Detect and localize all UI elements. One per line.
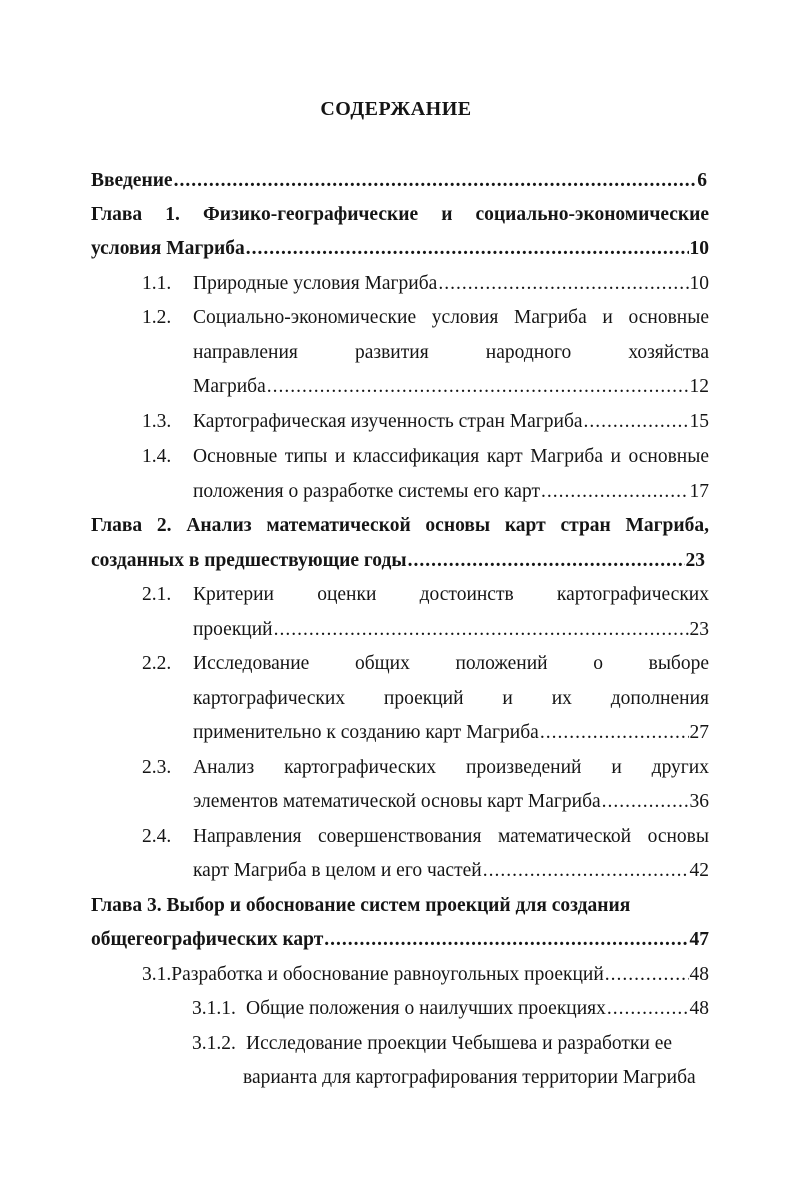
toc-section-3-1-2-line1[interactable]: Исследование проекции Чебышева и разработки ее	[246, 1033, 673, 1054]
toc-chapter-2-line1[interactable]: Глава 2. Анализ математической основы карт стран Магриба,	[91, 515, 709, 536]
toc-entry-text: проекций	[193, 619, 273, 640]
toc-chapter-1-line1[interactable]: Глава 1. Физико-географические и социально-экономические	[91, 204, 709, 225]
leader-dots	[607, 992, 689, 1026]
toc-entry-text: условия Магриба	[91, 238, 245, 259]
leader-dots	[174, 164, 697, 198]
toc-section-number: 2.2.	[142, 653, 172, 674]
toc-section-1-1[interactable]	[193, 267, 709, 301]
toc-section-1-3[interactable]	[193, 405, 709, 439]
toc-section-number: 2.3.	[142, 757, 172, 778]
toc-chapter-2-line2[interactable]	[91, 544, 705, 578]
toc-page-number: 42	[689, 860, 709, 881]
toc-section-2-3-line2[interactable]	[193, 785, 709, 819]
toc-entry-text: Общие положения о наилучших проекциях	[246, 998, 606, 1019]
toc-page-number: 23	[689, 619, 709, 640]
toc-page-number: 6	[697, 170, 707, 191]
page-title: СОДЕРЖАНИЕ	[320, 98, 472, 120]
toc-entry-text: Картографическая изученность стран Магриба	[193, 411, 583, 432]
leader-dots	[408, 544, 685, 578]
toc-section-2-1-line2[interactable]	[193, 613, 709, 647]
toc-entry-text: положения о разработке системы его карт	[193, 481, 540, 502]
toc-page-number: 36	[689, 791, 709, 812]
toc-section-number: 2.1.	[142, 584, 172, 605]
leader-dots	[602, 785, 689, 819]
toc-entry-text: элементов математической основы карт Магриба	[193, 791, 601, 812]
toc-page-number: 47	[689, 929, 709, 950]
toc-section-number: 1.1.	[142, 273, 172, 294]
leader-dots	[246, 232, 689, 266]
toc-section-1-4-line1[interactable]: Основные типы и классификация карт Магриба и основные	[193, 446, 709, 467]
toc-entry-text: 3.1.Разработка и обоснование равноугольных проекций	[142, 964, 604, 985]
toc-section-2-4-line1[interactable]: Направления совершенствования математической основы	[193, 826, 709, 847]
toc-page-number: 48	[689, 998, 709, 1019]
toc-section-2-2-line2[interactable]: картографических проекций и их дополнения	[193, 688, 709, 709]
toc-section-2-4-line2[interactable]	[193, 854, 709, 888]
toc-entry-text: применительно к созданию карт Магриба	[193, 722, 539, 743]
toc-section-3-1[interactable]	[142, 958, 709, 992]
toc-section-1-2-line3[interactable]	[193, 370, 709, 404]
toc-page-number: 17	[689, 481, 709, 502]
toc-page-number: 10	[689, 238, 709, 259]
toc-page-number: 15	[689, 411, 709, 432]
toc-section-2-2-line1[interactable]: Исследование общих положений о выборе	[193, 653, 709, 674]
toc-entry-text: созданных в предшествующие годы	[91, 550, 407, 571]
toc-entry-text: Магриба	[193, 376, 266, 397]
toc-section-2-3-line1[interactable]: Анализ картографических произведений и других	[193, 757, 709, 778]
toc-section-1-4-line2[interactable]	[193, 475, 709, 509]
toc-page-number: 23	[685, 550, 705, 571]
leader-dots	[438, 267, 688, 301]
toc-entry-text: Введение	[91, 170, 173, 191]
toc-section-number: 1.4.	[142, 446, 172, 467]
toc-entry-intro[interactable]	[91, 164, 707, 198]
toc-section-number: 3.1.2.	[192, 1033, 236, 1054]
leader-dots	[605, 958, 689, 992]
toc-entry-text: Природные условия Магриба	[193, 273, 438, 294]
toc-chapter-3-line2[interactable]	[91, 923, 709, 957]
leader-dots	[267, 370, 689, 404]
leader-dots	[584, 405, 689, 439]
toc-chapter-1-line2[interactable]	[91, 232, 709, 266]
leader-dots	[324, 923, 688, 957]
toc-section-2-1-line1[interactable]: Критерии оценки достоинств картографических	[193, 584, 709, 605]
toc-page-number: 10	[689, 273, 709, 294]
toc-entry-text: общегеографических карт	[91, 929, 324, 950]
toc-section-number: 3.1.1.	[192, 998, 236, 1019]
leader-dots	[274, 613, 689, 647]
leader-dots	[483, 854, 689, 888]
toc-section-1-2-line1[interactable]: Социально-экономические условия Магриба и основные	[193, 307, 709, 328]
toc-entry-text: карт Магриба в целом и его частей	[193, 860, 482, 881]
toc-section-1-2-line2[interactable]: направления развития народного хозяйства	[193, 342, 709, 363]
toc-section-3-1-1[interactable]	[246, 992, 709, 1026]
toc-section-number: 1.2.	[142, 307, 172, 328]
toc-section-2-2-line3[interactable]	[193, 716, 709, 750]
toc-page-number: 27	[689, 722, 709, 743]
toc-page-number: 12	[689, 376, 709, 397]
toc-section-number: 1.3.	[142, 411, 172, 432]
toc-page-number: 48	[689, 964, 709, 985]
leader-dots	[540, 716, 689, 750]
toc-chapter-3-line1[interactable]: Глава 3. Выбор и обоснование систем проекций для создания	[91, 895, 631, 916]
leader-dots	[541, 475, 689, 509]
toc-section-3-1-2-line2[interactable]: варианта для картографирования территории Магриба	[243, 1067, 696, 1088]
toc-section-number: 2.4.	[142, 826, 172, 847]
